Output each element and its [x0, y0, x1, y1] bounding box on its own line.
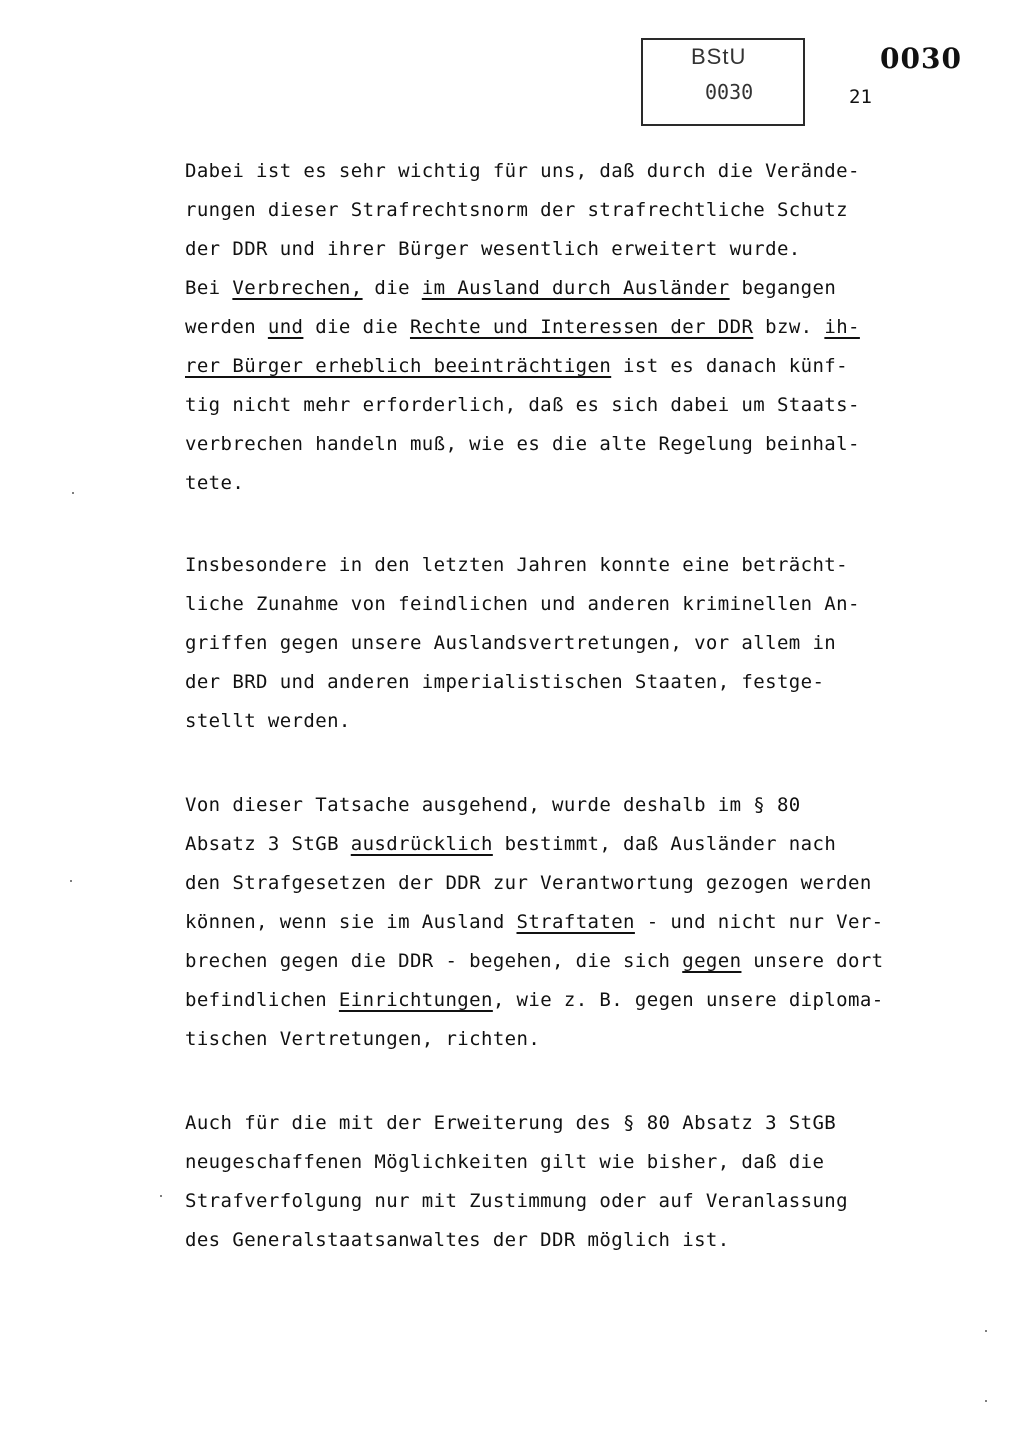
text-line: [185, 464, 905, 503]
text-line: [185, 308, 905, 347]
text-segment: tete.: [185, 472, 245, 494]
underlined-text: gegen: [682, 950, 742, 972]
underlined-text: Verbrechen,: [232, 277, 363, 299]
text-segment: des Generalstaatsanwaltes der DDR möglich ist.: [185, 1229, 730, 1251]
text-segment: begangen: [729, 277, 837, 299]
text-line: [185, 903, 905, 942]
text-segment: Bei: [185, 277, 233, 299]
text-line: [185, 1143, 905, 1182]
text-line: [185, 786, 905, 825]
text-line: [185, 864, 905, 903]
text-segment: bzw.: [753, 316, 825, 338]
text-segment: der BRD und anderen imperialistischen Staaten, festge-: [185, 671, 825, 693]
text-line: [185, 825, 905, 864]
text-segment: den Strafgesetzen der DDR zur Verantwortung gezogen werden: [185, 872, 872, 894]
underlined-text: ih-: [824, 316, 860, 338]
text-line: [185, 942, 905, 981]
text-segment: rungen dieser Strafrechtsnorm der strafrechtliche Schutz: [185, 199, 848, 221]
underlined-text: Straftaten: [516, 911, 635, 933]
text-segment: der DDR und ihrer Bürger wesentlich erweitert wurde.: [185, 238, 801, 260]
text-line: [185, 624, 905, 663]
text-segment: die die: [303, 316, 410, 338]
scan-speck: [985, 1330, 987, 1332]
text-segment: Auch für die mit der Erweiterung des § 80 Absatz 3 StGB: [185, 1112, 837, 1134]
scan-speck: [160, 1195, 162, 1197]
text-segment: tig nicht mehr erforderlich, daß es sich dabei um Staats-: [185, 394, 860, 416]
text-line: [185, 663, 905, 702]
text-line: [185, 585, 905, 624]
text-segment: verbrechen handeln muß, wie es die alte Regelung beinhal-: [185, 433, 860, 455]
text-line: [185, 1020, 905, 1059]
text-line: [185, 425, 905, 464]
text-segment: brechen gegen die DDR - begehen, die sich: [185, 950, 683, 972]
text-line: [185, 269, 905, 308]
text-segment: Insbesondere in den letzten Jahren konnte eine beträcht-: [185, 554, 848, 576]
paragraph-4: [185, 1104, 905, 1260]
stamp-title: BStU: [691, 44, 747, 69]
page-number: 21: [849, 86, 872, 108]
text-segment: - und nicht nur Ver-: [634, 911, 884, 933]
text-segment: befindlichen: [185, 989, 339, 1011]
text-segment: ist es danach künf-: [611, 355, 848, 377]
text-segment: tischen Vertretungen, richten.: [185, 1028, 541, 1050]
text-segment: Absatz 3 StGB: [185, 833, 351, 855]
paragraph-2: [185, 546, 905, 741]
text-line: [185, 230, 905, 269]
paragraph-3: [185, 786, 905, 1059]
text-segment: , wie z. B. gegen unsere diploma-: [492, 989, 884, 1011]
text-segment: liche Zunahme von feindlichen und anderen kriminellen An-: [185, 593, 860, 615]
text-line: [185, 1182, 905, 1221]
text-line: [185, 981, 905, 1020]
text-segment: Dabei ist es sehr wichtig für uns, daß durch die Verände-: [185, 160, 860, 182]
underlined-text: Rechte und Interessen der DDR: [409, 316, 754, 338]
text-line: [185, 1104, 905, 1143]
text-segment: unsere dort: [741, 950, 884, 972]
text-segment: griffen gegen unsere Auslandsvertretungen, vor allem in: [185, 632, 837, 654]
text-segment: können, wenn sie im Ausland: [185, 911, 517, 933]
underlined-text: ausdrücklich: [350, 833, 493, 855]
scan-speck: [72, 492, 74, 494]
underlined-text: und: [267, 316, 304, 338]
text-line: [185, 152, 905, 191]
scan-speck: [985, 1400, 987, 1402]
text-line: [185, 386, 905, 425]
text-line: [185, 191, 905, 230]
text-line: [185, 702, 905, 741]
archive-stamp: [641, 38, 805, 126]
paragraph-1: [185, 152, 905, 503]
scan-speck: [70, 880, 72, 882]
text-segment: Strafverfolgung nur mit Zustimmung oder auf Veranlassung: [185, 1190, 848, 1212]
underlined-text: im Ausland durch Ausländer: [421, 277, 730, 299]
text-line: [185, 347, 905, 386]
text-segment: stellt werden.: [185, 710, 351, 732]
underlined-text: Einrichtungen: [338, 989, 493, 1011]
text-segment: bestimmt, daß Ausländer nach: [492, 833, 837, 855]
text-segment: neugeschaffenen Möglichkeiten gilt wie bisher, daß die: [185, 1151, 825, 1173]
archive-page-number: 0030: [880, 42, 962, 75]
text-segment: werden: [185, 316, 268, 338]
stamp-number: 0030: [705, 80, 754, 104]
underlined-text: rer Bürger erheblich beeinträchtigen: [185, 355, 612, 377]
text-line: [185, 1221, 905, 1260]
text-line: [185, 546, 905, 585]
text-segment: Von dieser Tatsache ausgehend, wurde deshalb im § 80: [185, 794, 801, 816]
text-segment: die: [362, 277, 422, 299]
